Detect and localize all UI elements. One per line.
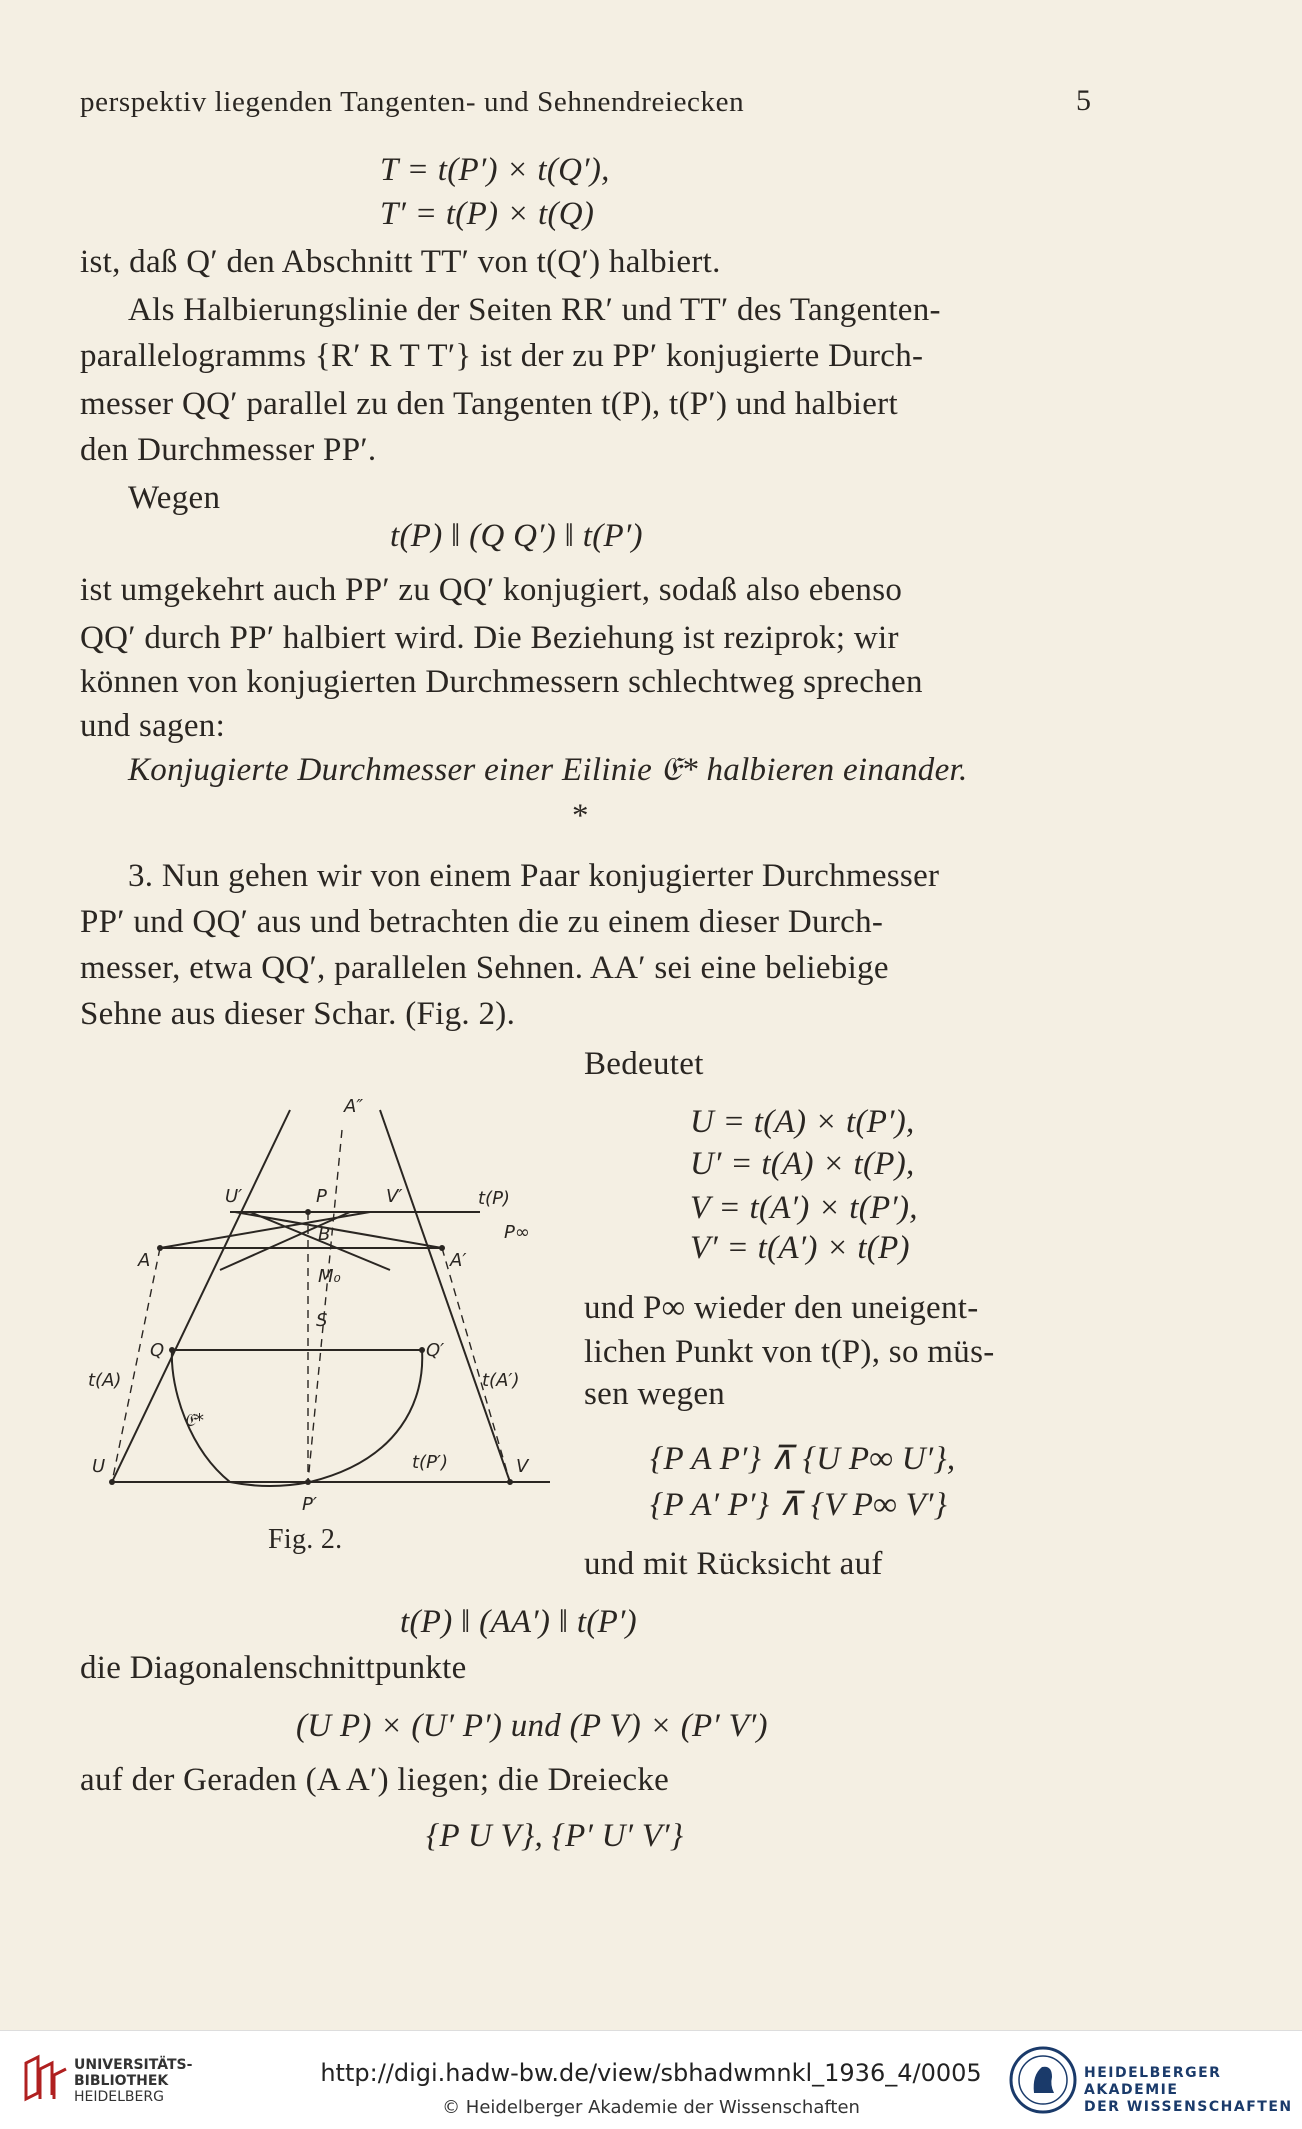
tangent-t-A-prime: [380, 1110, 510, 1482]
section-asterisk: *: [572, 798, 589, 834]
academy-seal-icon: [1008, 2045, 1078, 2115]
academy-name-line: DER WISSENSCHAFTEN: [1084, 2099, 1293, 2115]
equation-diagonals: (U P) × (U′ P′) und (P V) × (P′ V′): [296, 1708, 768, 1744]
equation-U: U = t(A) × t(P′),: [690, 1104, 915, 1140]
academy-name-line: HEIDELBERGER AKADEMIE: [1084, 2065, 1222, 2098]
equation-parallel: t(P) ‖ (Q Q′) ‖ t(P′): [390, 518, 643, 554]
label-t-P-prime: t(P′): [412, 1452, 449, 1473]
paragraph-line: auf der Geraden (A A′) liegen; die Dreiecke: [80, 1762, 670, 1798]
paragraph-line: Wegen: [128, 480, 221, 516]
label-t-P: t(P): [478, 1188, 510, 1209]
paragraph-line: und mit Rücksicht auf: [584, 1546, 883, 1582]
label-P-prime: P′: [302, 1494, 317, 1515]
equation-T-prime: T′ = t(P) × t(Q): [380, 196, 595, 232]
label-V-prime: V′: [386, 1186, 403, 1207]
paragraph-line: und sagen:: [80, 708, 226, 744]
label-P: P: [316, 1186, 327, 1207]
label-U-prime: U′: [225, 1186, 243, 1207]
dashed-line: [308, 1130, 342, 1482]
paragraph-line: parallelogramms {R′ R T T′} ist der zu PP′ konjugierte Durch-: [80, 338, 924, 374]
equation-U-prime: U′ = t(A) × t(P),: [690, 1146, 915, 1182]
paragraph-line: können von konjugierten Durchmessern schlechtweg sprechen: [80, 664, 923, 700]
paragraph-line: messer QQ′ parallel zu den Tangenten t(P), t(P′) und halbiert: [80, 386, 898, 422]
label-A-double-prime: A″: [344, 1096, 364, 1117]
paragraph-line: sen wegen: [584, 1376, 726, 1412]
label-B: B: [318, 1224, 331, 1245]
paragraph-line: Bedeutet: [584, 1046, 704, 1082]
dashed-line: [442, 1248, 510, 1482]
label-P-infinity: P∞: [504, 1222, 530, 1243]
label-Q-prime: Q′: [426, 1340, 445, 1361]
paragraph-line: ist, daß Q′ den Abschnitt TT′ von t(Q′) halbiert.: [80, 244, 721, 280]
library-name-line: HEIDELBERG: [74, 2089, 164, 2105]
paragraph-line: lichen Punkt von t(P), so müs-: [584, 1334, 995, 1370]
page-number: 5: [1076, 84, 1092, 117]
label-U: U: [92, 1456, 106, 1477]
equation-parallel-AA: t(P) ‖ (AA′) ‖ t(P′): [400, 1604, 637, 1640]
paragraph-line: Als Halbierungslinie der Seiten RR′ und TT′ des Tangenten-: [128, 292, 941, 328]
paragraph-line: ist umgekehrt auch PP′ zu QQ′ konjugiert, sodaß also ebenso: [80, 572, 903, 608]
equation-V-prime: V′ = t(A′) × t(P): [690, 1230, 910, 1266]
label-A: A: [138, 1250, 151, 1271]
label-A-prime: A′: [450, 1250, 467, 1271]
figure-caption: Fig. 2.: [268, 1524, 343, 1555]
label-eilinie: 𝔈*: [184, 1410, 205, 1431]
paragraph-line: messer, etwa QQ′, parallelen Sehnen. AA′ sei eine beliebige: [80, 950, 889, 986]
projectivity-1: {P A P′} ⊼ {U P∞ U′},: [650, 1441, 956, 1477]
document-url-link[interactable]: http://digi.hadw-bw.de/view/sbhadwmnkl_1936_4/0005: [320, 2059, 982, 2087]
paragraph-line: die Diagonalenschnittpunkte: [80, 1650, 467, 1686]
running-head: perspektiv liegenden Tangenten- und Sehnendreiecken: [80, 86, 745, 118]
copyright-notice: © Heidelberger Akademie der Wissenschaften: [442, 2097, 860, 2118]
label-Q: Q: [150, 1340, 165, 1361]
label-t-A: t(A): [88, 1370, 122, 1391]
label-t-A-prime: t(A′): [482, 1370, 520, 1391]
paragraph-line: QQ′ durch PP′ halbiert wird. Die Beziehung ist reziprok; wir: [80, 620, 899, 656]
academy-name: [1084, 2065, 1302, 2116]
figure-2-diagram: [80, 1070, 560, 1550]
paragraph-line: PP′ und QQ′ aus und betrachten die zu einem dieser Durch-: [80, 904, 884, 940]
equation-triangles: {P U V}, {P′ U′ V′}: [426, 1818, 684, 1854]
viewer-footer: [0, 2030, 1302, 2129]
paragraph-line: den Durchmesser PP′.: [80, 432, 377, 468]
projectivity-2: {P A′ P′} ⊼ {V P∞ V′}: [650, 1487, 948, 1523]
eilinie-arc-right: [310, 1350, 422, 1482]
paragraph-line: und P∞ wieder den uneigent-: [584, 1290, 979, 1326]
library-name-line: UNIVERSITÄTS-: [74, 2057, 193, 2073]
label-S: S: [316, 1310, 328, 1331]
library-name-line: BIBLIOTHEK: [74, 2073, 169, 2089]
equation-V: V = t(A′) × t(P′),: [690, 1190, 918, 1226]
dashed-line: [112, 1248, 160, 1482]
label-M-0: M₀: [318, 1266, 341, 1287]
theorem-statement: Konjugierte Durchmesser einer Eilinie 𝔈* halbieren einander.: [128, 752, 968, 788]
label-V: V: [516, 1456, 529, 1477]
paragraph-line: Sehne aus dieser Schar. (Fig. 2).: [80, 996, 516, 1032]
equation-T: T = t(P′) × t(Q′),: [380, 152, 610, 188]
paragraph-line: 3. Nun gehen wir von einem Paar konjugierter Durchmesser: [128, 858, 940, 894]
